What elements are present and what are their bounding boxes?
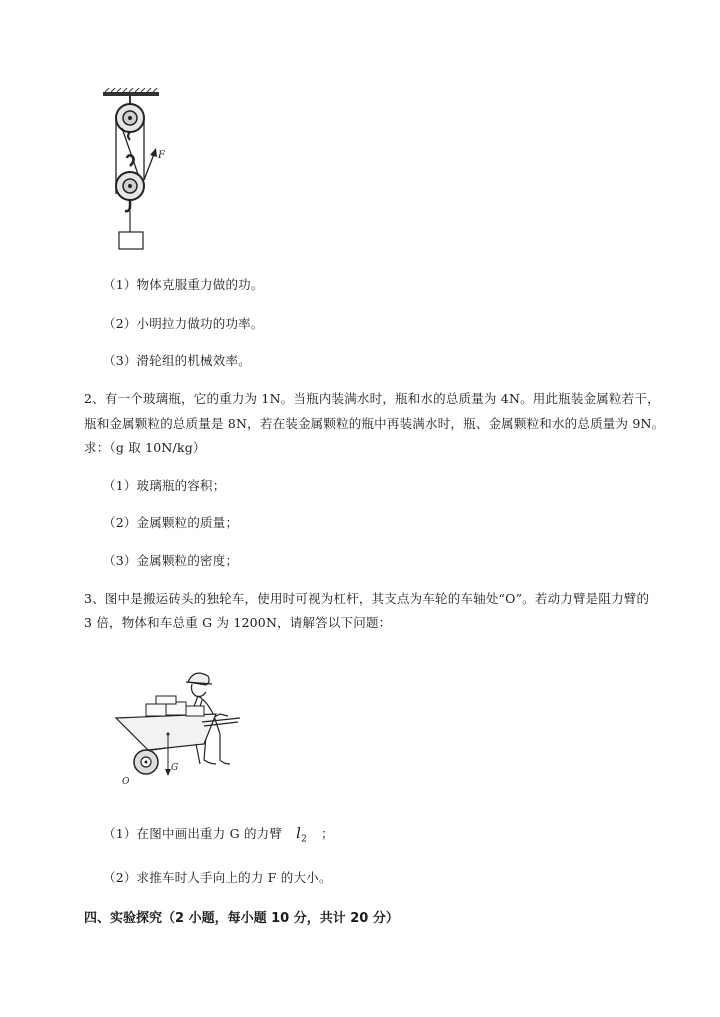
movable-pulley <box>116 155 144 211</box>
lever-arm-symbol: l <box>296 824 302 842</box>
q3-line-2: 3 倍，物体和车总重 G 为 1200N，请解答以下问题： <box>84 615 392 630</box>
q2-line-3: 求：（g 取 10N/kg） <box>84 440 206 455</box>
q3-sub-1-prefix: （1）在图中画出重力 G 的力臂 <box>103 826 283 841</box>
q2-sub-2: （2）金属颗粒的质量； <box>103 515 239 530</box>
bricks <box>146 696 204 716</box>
q1-sub-1: （1）物体克服重力做的功。 <box>103 277 264 292</box>
lever-arm-subscript: 2 <box>301 834 308 845</box>
force-arrow <box>144 148 166 180</box>
pivot-label: O <box>122 777 130 787</box>
q3-sub-1 <box>103 824 334 845</box>
q2-sub-1: （1）玻璃瓶的容积； <box>103 478 226 493</box>
gravity-label: G <box>171 763 179 773</box>
q3-line-1: 3、图中是搬运砖头的独轮车，使用时可视为杠杆，其支点为车轮的车轴处“O”。若动力臂是阻力臂的 <box>84 591 650 606</box>
fixed-pulley <box>116 104 144 140</box>
ceiling-support <box>103 88 159 104</box>
q3-sub-2: （2）求推车时人手向上的力 F 的大小。 <box>103 870 332 885</box>
pulley-figure <box>100 88 180 253</box>
weight-block <box>119 232 143 249</box>
q2-line-2: 瓶和金属颗粒的总质量是 8N，若在装金属颗粒的瓶中再装满水时，瓶、金属颗粒和水的总质量为 9N。 <box>84 416 665 431</box>
section-4-title: 四、实验探究（2 小题，每小题 10 分，共计 20 分） <box>84 911 399 926</box>
q2-sub-3: （3）金属颗粒的密度； <box>103 553 239 568</box>
wheelbarrow-figure <box>112 660 252 790</box>
force-label: F <box>158 150 165 161</box>
barrow-tray <box>116 714 240 750</box>
q1-sub-3: （3）滑轮组的机械效率。 <box>103 353 251 368</box>
q3-sub-1-suffix: ； <box>321 826 334 841</box>
q1-sub-2: （2）小明拉力做功的功率。 <box>103 316 264 331</box>
q2-line-1: 2、有一个玻璃瓶，它的重力为 1N。当瓶内装满水时，瓶和水的总质量为 4N。用此瓶装金属粒若干， <box>84 391 660 406</box>
